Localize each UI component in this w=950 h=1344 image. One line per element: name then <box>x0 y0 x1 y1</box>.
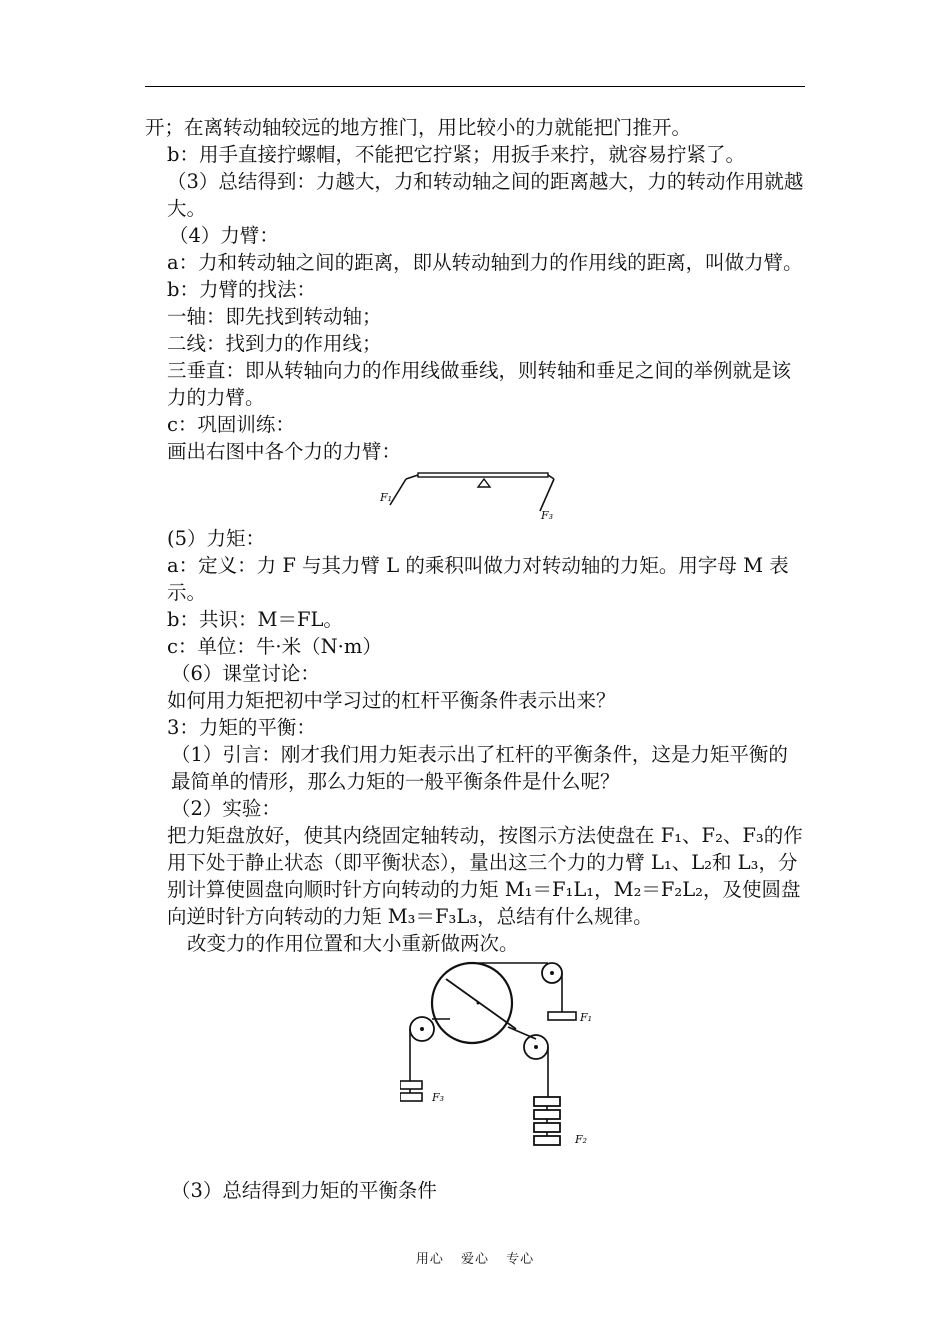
text-paragraph <box>145 552 807 606</box>
text-paragraph <box>145 741 807 795</box>
text-line: （3）总结得到：力越大，力和转动轴之间的距离越大，力的转动作用就越大。 <box>167 170 804 220</box>
text-line: a：力和转动轴之间的距离，即从转动轴到力的作用线的距离，叫做力臂。 <box>167 251 803 274</box>
page-body <box>145 114 807 1204</box>
text-line: 二线：找到力的作用线； <box>167 332 382 355</box>
text-line: (5）力矩： <box>167 527 266 550</box>
text-line: c：巩固训练： <box>167 413 295 436</box>
disk-label-f1: F₁ <box>580 1011 593 1024</box>
lever-label-f3: F₃ <box>541 509 554 522</box>
text-paragraph <box>145 249 807 276</box>
text-line: （3）总结得到力矩的平衡条件 <box>171 1179 437 1202</box>
text-line: 3：力矩的平衡： <box>167 716 316 739</box>
text-line: 三垂直：即从转轴向力的作用线做垂线，则转轴和垂足之间的举例就是该力的力臂。 <box>167 359 792 409</box>
footer-text-2: 爱心 <box>460 1252 489 1267</box>
text-line: （6）课堂讨论： <box>171 662 320 685</box>
text-line: 一轴：即先找到转动轴； <box>167 305 382 328</box>
text-line: 改变力的作用位置和大小重新做两次。 <box>187 932 519 955</box>
text-line: 开；在离转动轴较远的地方推门，用比较小的力就能把门推开。 <box>145 116 692 139</box>
text-line: b：力臂的找法： <box>167 278 316 301</box>
text-paragraph <box>145 168 807 222</box>
lever-label-f1: F₁ <box>380 491 393 504</box>
text-line: （4）力臂： <box>169 224 279 247</box>
text-line: a：定义：力 F 与其力臂 L 的乘积叫做力对转动轴的力矩。用字母 M 表示。 <box>167 554 789 604</box>
disk-label-f3: F₃ <box>432 1091 445 1104</box>
page-footer <box>0 1248 950 1267</box>
disk-label-f2: F₂ <box>575 1133 588 1146</box>
torque-disk-figure <box>145 957 807 1175</box>
lever-figure <box>145 465 807 525</box>
text-paragraph <box>145 822 807 930</box>
text-line: c：单位：牛·米（N·m） <box>167 635 382 658</box>
text-paragraph <box>145 357 807 411</box>
text-line: 画出右图中各个力的力臂： <box>167 440 402 463</box>
footer-text-1: 用心 <box>415 1252 444 1267</box>
text-line: 把力矩盘放好，使其内绕固定轴转动，按图示方法使盘在 F₁、F₂、F₃的作用下处于静止状态（即平衡状态），量出这三个力的力臂 L₁、L₂和 L₃，分别计算使圆盘向顺时针方向转动的力矩 M₁＝F₁L₁，M₂＝F₂L₂，及使圆盘向逆时针方向转动的力矩 M₃＝F₃L₃，总结有什么规律。 <box>167 824 803 928</box>
text-line: b：共识：M＝FL。 <box>167 608 343 631</box>
header-rule <box>145 86 805 87</box>
footer-text-3: 专心 <box>506 1252 535 1267</box>
text-line: b：用手直接拧螺帽，不能把它拧紧；用扳手来拧，就容易拧紧了。 <box>167 143 745 166</box>
text-line: 如何用力矩把初中学习过的杠杆平衡条件表示出来？ <box>167 689 616 712</box>
text-line: （2）实验： <box>171 797 281 820</box>
text-line: （1）引言：刚才我们用力矩表示出了杠杆的平衡条件，这是力矩平衡的最简单的情形，那么力矩的一般平衡条件是什么呢？ <box>171 743 788 793</box>
